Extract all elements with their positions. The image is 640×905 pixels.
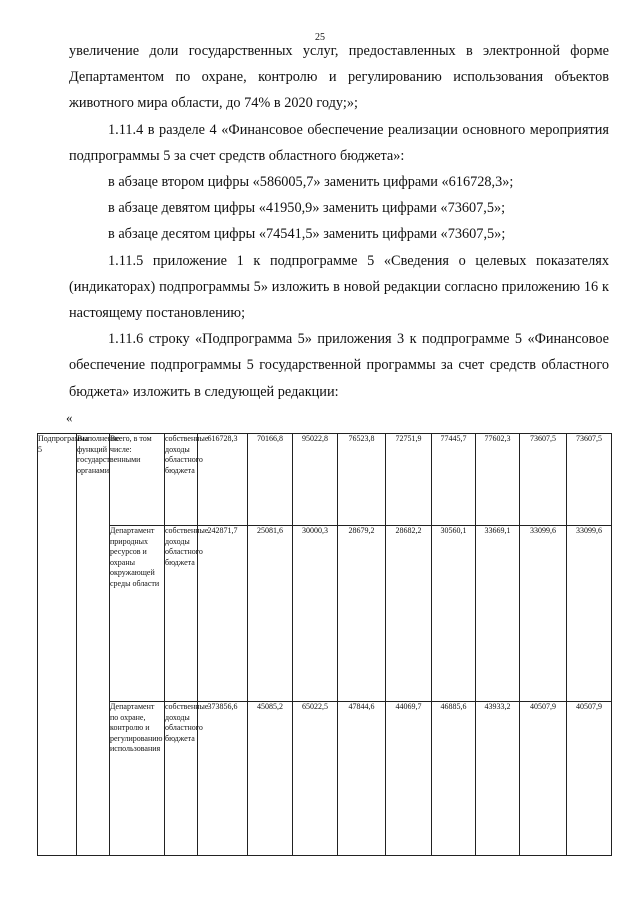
value-cell: 373856,6 <box>198 702 248 856</box>
value-cell: 73607,5 <box>520 434 567 526</box>
paragraph-6: 1.11.5 приложение 1 к подпрограмме 5 «Сведения о целевых показателях (индикаторах) подпрограммы 5» изложить в новой редакции согласно приложению 16 к настоящему постановлению; <box>69 252 609 322</box>
value-cell: 70166,8 <box>248 434 293 526</box>
paragraph-5: в абзаце десятом цифры «74541,5» заменить цифрами «73607,5»; <box>108 226 506 243</box>
value-cell: 33099,6 <box>520 526 567 702</box>
paragraph-4: в абзаце девятом цифры «41950,9» заменить цифрами «73607,5»; <box>108 200 506 217</box>
entity-cell: Всего, в том числе: <box>110 434 165 526</box>
paragraph-7: 1.11.6 строку «Подпрограмма 5» приложения 3 к подпрограмме 5 «Финансовое обеспечение подпрограммы 5 государственной программы за счет средств областного бюджета» изложить в следующей редакции: <box>69 331 609 400</box>
value-cell: 40507,9 <box>520 702 567 856</box>
value-cell: 30000,3 <box>293 526 338 702</box>
value-cell: 72751,9 <box>386 434 432 526</box>
opening-quote: « <box>66 410 73 425</box>
value-cell: 616728,3 <box>198 434 248 526</box>
value-cell: 76523,8 <box>338 434 386 526</box>
paragraph-1: увеличение доли государственных услуг, предоставленных в электронной форме Департаментом по охране, контролю и регулированию использования объектов животного мира области, до 74% в 2020 году;»; <box>69 43 609 112</box>
value-cell: 33669,1 <box>476 526 520 702</box>
value-cell: 44069,7 <box>386 702 432 856</box>
program-cell: Подпрограмма 5 <box>38 434 77 856</box>
page-number: 25 <box>315 32 325 43</box>
value-cell: 30560,1 <box>432 526 476 702</box>
value-cell: 95022,8 <box>293 434 338 526</box>
entity-cell: Департамент по охране, контролю и регулированию использования <box>110 702 165 856</box>
value-cell: 28679,2 <box>338 526 386 702</box>
entity-cell: Департамент природных ресурсов и охраны окружающей среды области <box>110 526 165 702</box>
value-cell: 33099,6 <box>567 526 612 702</box>
table-row <box>38 702 612 856</box>
value-cell: 65022,5 <box>293 702 338 856</box>
document-body <box>69 38 609 405</box>
table-row <box>38 434 612 526</box>
value-cell: 43933,2 <box>476 702 520 856</box>
value-cell: 242871,7 <box>198 526 248 702</box>
budget-table <box>37 433 612 856</box>
value-cell: 77445,7 <box>432 434 476 526</box>
value-cell: 73607,5 <box>567 434 612 526</box>
source-cell: собственные доходы областного бюджета <box>165 526 198 702</box>
value-cell: 47844,6 <box>338 702 386 856</box>
value-cell: 45085,2 <box>248 702 293 856</box>
value-cell: 28682,2 <box>386 526 432 702</box>
paragraph-3: в абзаце втором цифры «586005,7» заменить цифрами «616728,3»; <box>108 174 514 191</box>
source-cell: собственные доходы областного бюджета <box>165 434 198 526</box>
source-cell: собственные доходы областного бюджета <box>165 702 198 856</box>
table-row <box>38 526 612 702</box>
executor-cell: Выполнение функций государственными органами <box>77 434 110 856</box>
value-cell: 77602,3 <box>476 434 520 526</box>
value-cell: 46885,6 <box>432 702 476 856</box>
paragraph-2: 1.11.4 в разделе 4 «Финансовое обеспечение реализации основного мероприятия подпрограммы 5 за счет средств областного бюджета»: <box>69 121 609 164</box>
value-cell: 25081,6 <box>248 526 293 702</box>
value-cell: 40507,9 <box>567 702 612 856</box>
